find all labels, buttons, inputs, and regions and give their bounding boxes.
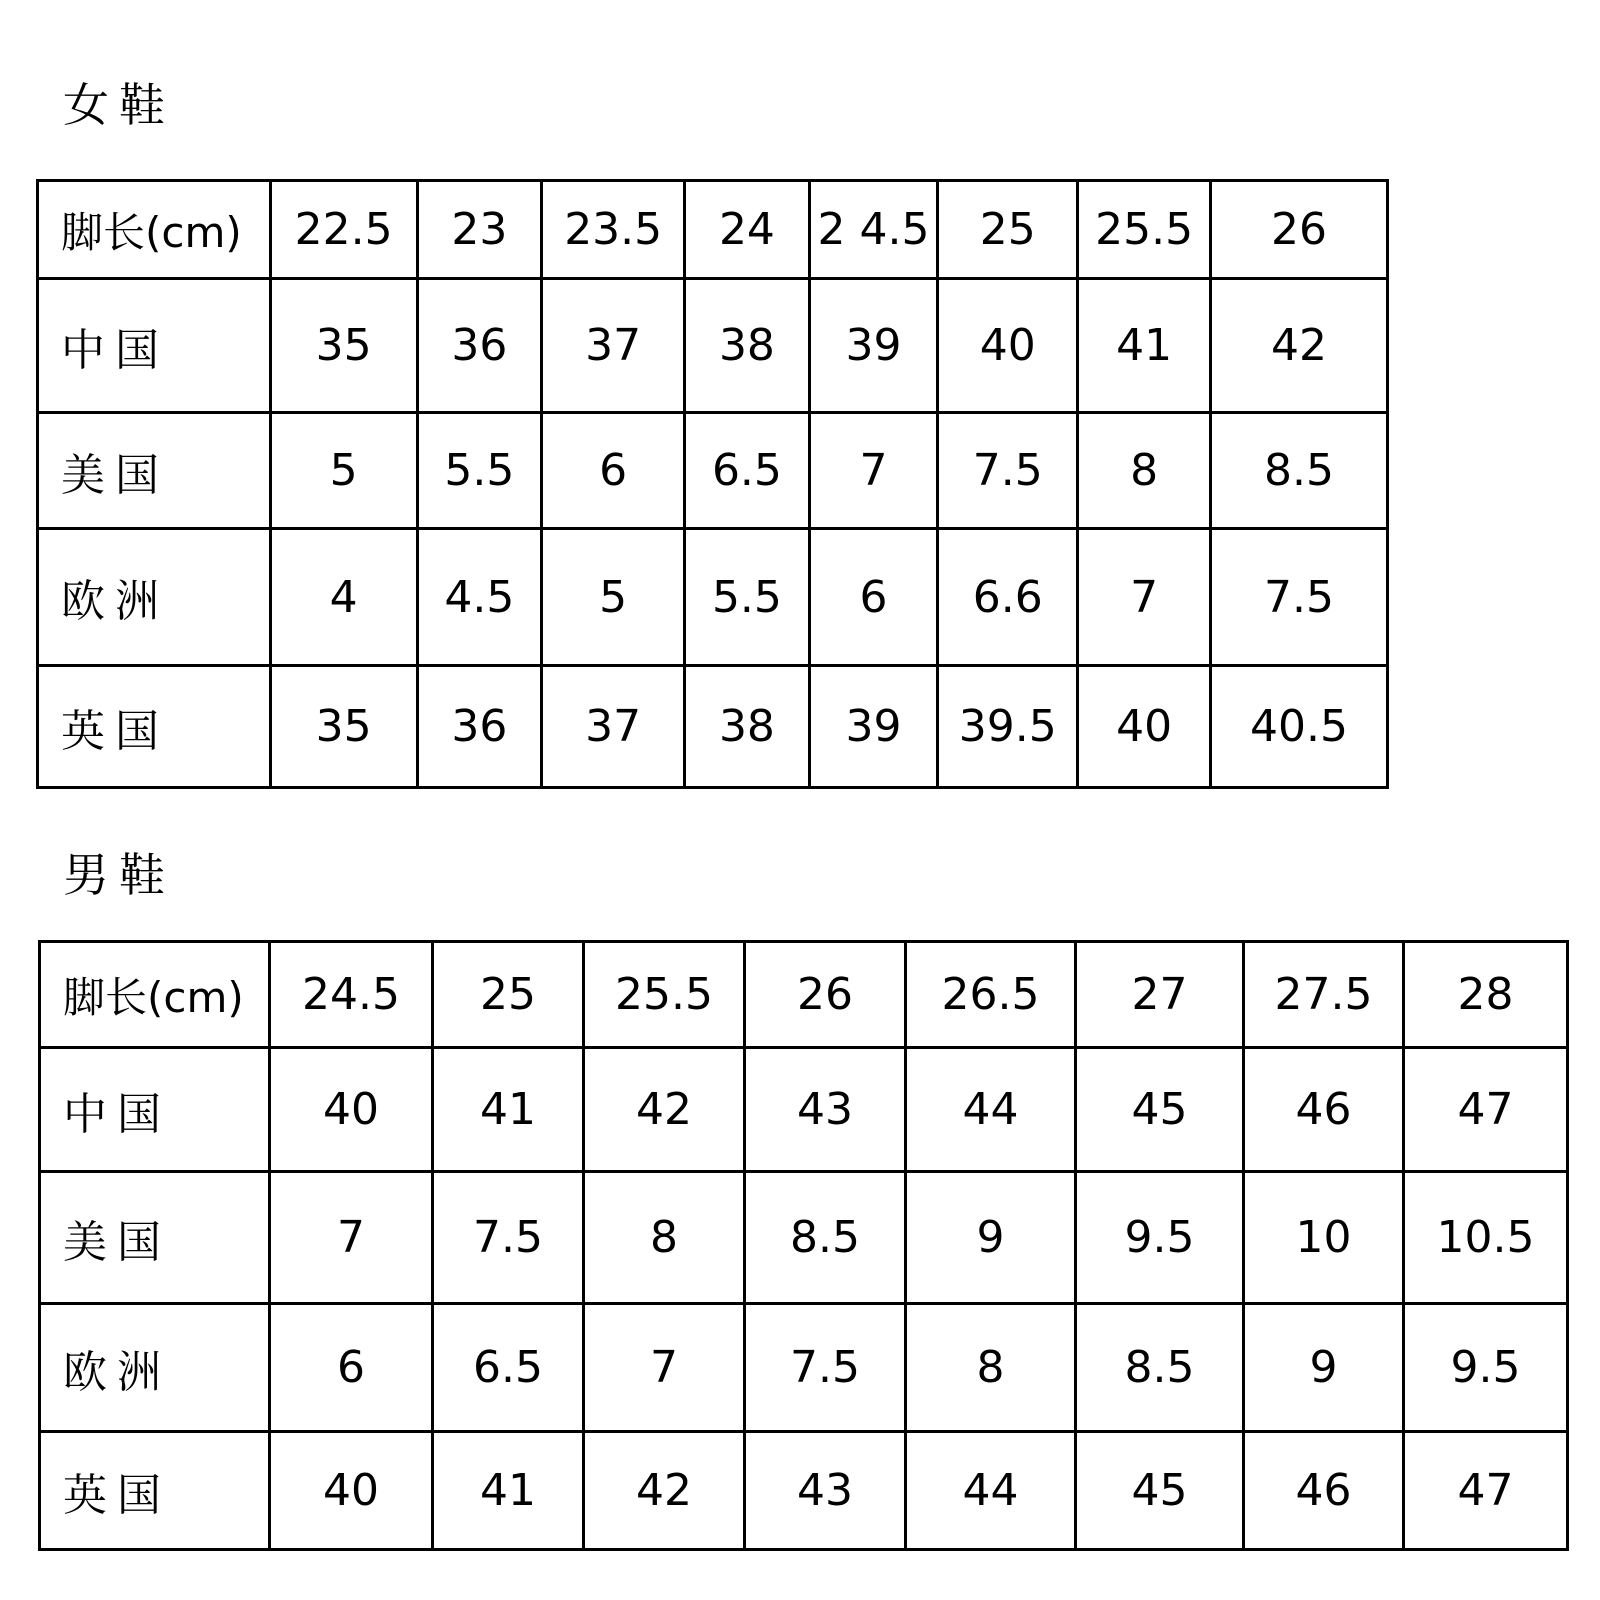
size-cell: 6 — [270, 1304, 433, 1432]
row-label: 美国 — [40, 1172, 270, 1304]
size-cell: 45 — [1076, 1432, 1244, 1550]
row-label: 脚长(cm) — [40, 942, 270, 1048]
women-shoes-title: 女鞋 — [63, 78, 175, 132]
size-cell: 43 — [745, 1432, 906, 1550]
size-cell: 25.5 — [584, 942, 745, 1048]
size-cell: 6 — [542, 413, 685, 529]
size-cell: 25 — [938, 181, 1078, 279]
women-row-usa — [38, 413, 1388, 529]
size-cell: 42 — [584, 1432, 745, 1550]
size-cell: 8 — [906, 1304, 1076, 1432]
size-cell: 8.5 — [745, 1172, 906, 1304]
size-cell: 41 — [433, 1432, 584, 1550]
size-cell: 39 — [809, 666, 938, 788]
size-cell: 38 — [685, 666, 810, 788]
size-cell: 44 — [906, 1048, 1076, 1172]
row-label: 欧洲 — [40, 1304, 270, 1432]
size-cell: 6.5 — [433, 1304, 584, 1432]
size-cell: 40 — [270, 1432, 433, 1550]
size-cell: 45 — [1076, 1048, 1244, 1172]
size-cell: 39 — [809, 279, 938, 413]
size-cell: 26 — [745, 942, 906, 1048]
size-cell: 25.5 — [1078, 181, 1211, 279]
size-cell: 8 — [1078, 413, 1211, 529]
size-cell: 7 — [809, 413, 938, 529]
size-cell: 39.5 — [938, 666, 1078, 788]
size-cell: 6.5 — [685, 413, 810, 529]
row-label: 英国 — [40, 1432, 270, 1550]
size-cell: 43 — [745, 1048, 906, 1172]
size-cell: 37 — [542, 666, 685, 788]
size-cell: 40.5 — [1210, 666, 1387, 788]
size-cell: 2 4.5 — [809, 181, 938, 279]
size-cell: 4 — [270, 529, 417, 666]
size-cell: 35 — [270, 666, 417, 788]
row-label: 中国 — [40, 1048, 270, 1172]
women-row-china — [38, 279, 1388, 413]
men-shoes-title: 男鞋 — [63, 848, 175, 902]
size-cell: 37 — [542, 279, 685, 413]
men-row-usa — [40, 1172, 1568, 1304]
size-cell: 5 — [542, 529, 685, 666]
size-cell: 47 — [1404, 1048, 1568, 1172]
size-cell: 26.5 — [906, 942, 1076, 1048]
size-cell: 9.5 — [1404, 1304, 1568, 1432]
size-cell: 23 — [417, 181, 542, 279]
size-cell: 46 — [1244, 1432, 1404, 1550]
size-cell: 41 — [1078, 279, 1211, 413]
size-cell: 5.5 — [417, 413, 542, 529]
men-row-foot-length — [40, 942, 1568, 1048]
size-cell: 6.6 — [938, 529, 1078, 666]
row-label: 美国 — [38, 413, 271, 529]
size-cell: 38 — [685, 279, 810, 413]
size-cell: 47 — [1404, 1432, 1568, 1550]
size-cell: 7.5 — [938, 413, 1078, 529]
size-cell: 7.5 — [1210, 529, 1387, 666]
size-cell: 42 — [584, 1048, 745, 1172]
size-cell: 24.5 — [270, 942, 433, 1048]
size-cell: 4.5 — [417, 529, 542, 666]
size-cell: 41 — [433, 1048, 584, 1172]
size-cell: 7 — [584, 1304, 745, 1432]
size-cell: 9.5 — [1076, 1172, 1244, 1304]
size-cell: 8.5 — [1076, 1304, 1244, 1432]
size-cell: 27 — [1076, 942, 1244, 1048]
men-size-table — [38, 940, 1569, 1551]
size-cell: 8.5 — [1210, 413, 1387, 529]
size-cell: 7.5 — [745, 1304, 906, 1432]
men-row-uk — [40, 1432, 1568, 1550]
size-cell: 7.5 — [433, 1172, 584, 1304]
men-row-europe — [40, 1304, 1568, 1432]
size-cell: 10 — [1244, 1172, 1404, 1304]
size-cell: 26 — [1210, 181, 1387, 279]
size-cell: 8 — [584, 1172, 745, 1304]
row-label: 英国 — [38, 666, 271, 788]
women-size-table — [36, 179, 1389, 789]
size-cell: 40 — [270, 1048, 433, 1172]
size-cell: 6 — [809, 529, 938, 666]
size-cell: 35 — [270, 279, 417, 413]
size-cell: 44 — [906, 1432, 1076, 1550]
women-row-foot-length — [38, 181, 1388, 279]
size-cell: 5.5 — [685, 529, 810, 666]
size-cell: 42 — [1210, 279, 1387, 413]
row-label: 欧洲 — [38, 529, 271, 666]
size-cell: 5 — [270, 413, 417, 529]
size-cell: 10.5 — [1404, 1172, 1568, 1304]
size-cell: 40 — [1078, 666, 1211, 788]
size-cell: 46 — [1244, 1048, 1404, 1172]
size-cell: 27.5 — [1244, 942, 1404, 1048]
size-cell: 25 — [433, 942, 584, 1048]
size-cell: 23.5 — [542, 181, 685, 279]
size-cell: 40 — [938, 279, 1078, 413]
row-label: 脚长(cm) — [38, 181, 271, 279]
row-label: 中国 — [38, 279, 271, 413]
size-cell: 36 — [417, 666, 542, 788]
women-row-uk — [38, 666, 1388, 788]
size-cell: 9 — [906, 1172, 1076, 1304]
size-cell: 9 — [1244, 1304, 1404, 1432]
size-cell: 28 — [1404, 942, 1568, 1048]
size-cell: 7 — [270, 1172, 433, 1304]
size-cell: 24 — [685, 181, 810, 279]
women-row-europe — [38, 529, 1388, 666]
size-cell: 36 — [417, 279, 542, 413]
size-cell: 7 — [1078, 529, 1211, 666]
men-row-china — [40, 1048, 1568, 1172]
size-cell: 22.5 — [270, 181, 417, 279]
